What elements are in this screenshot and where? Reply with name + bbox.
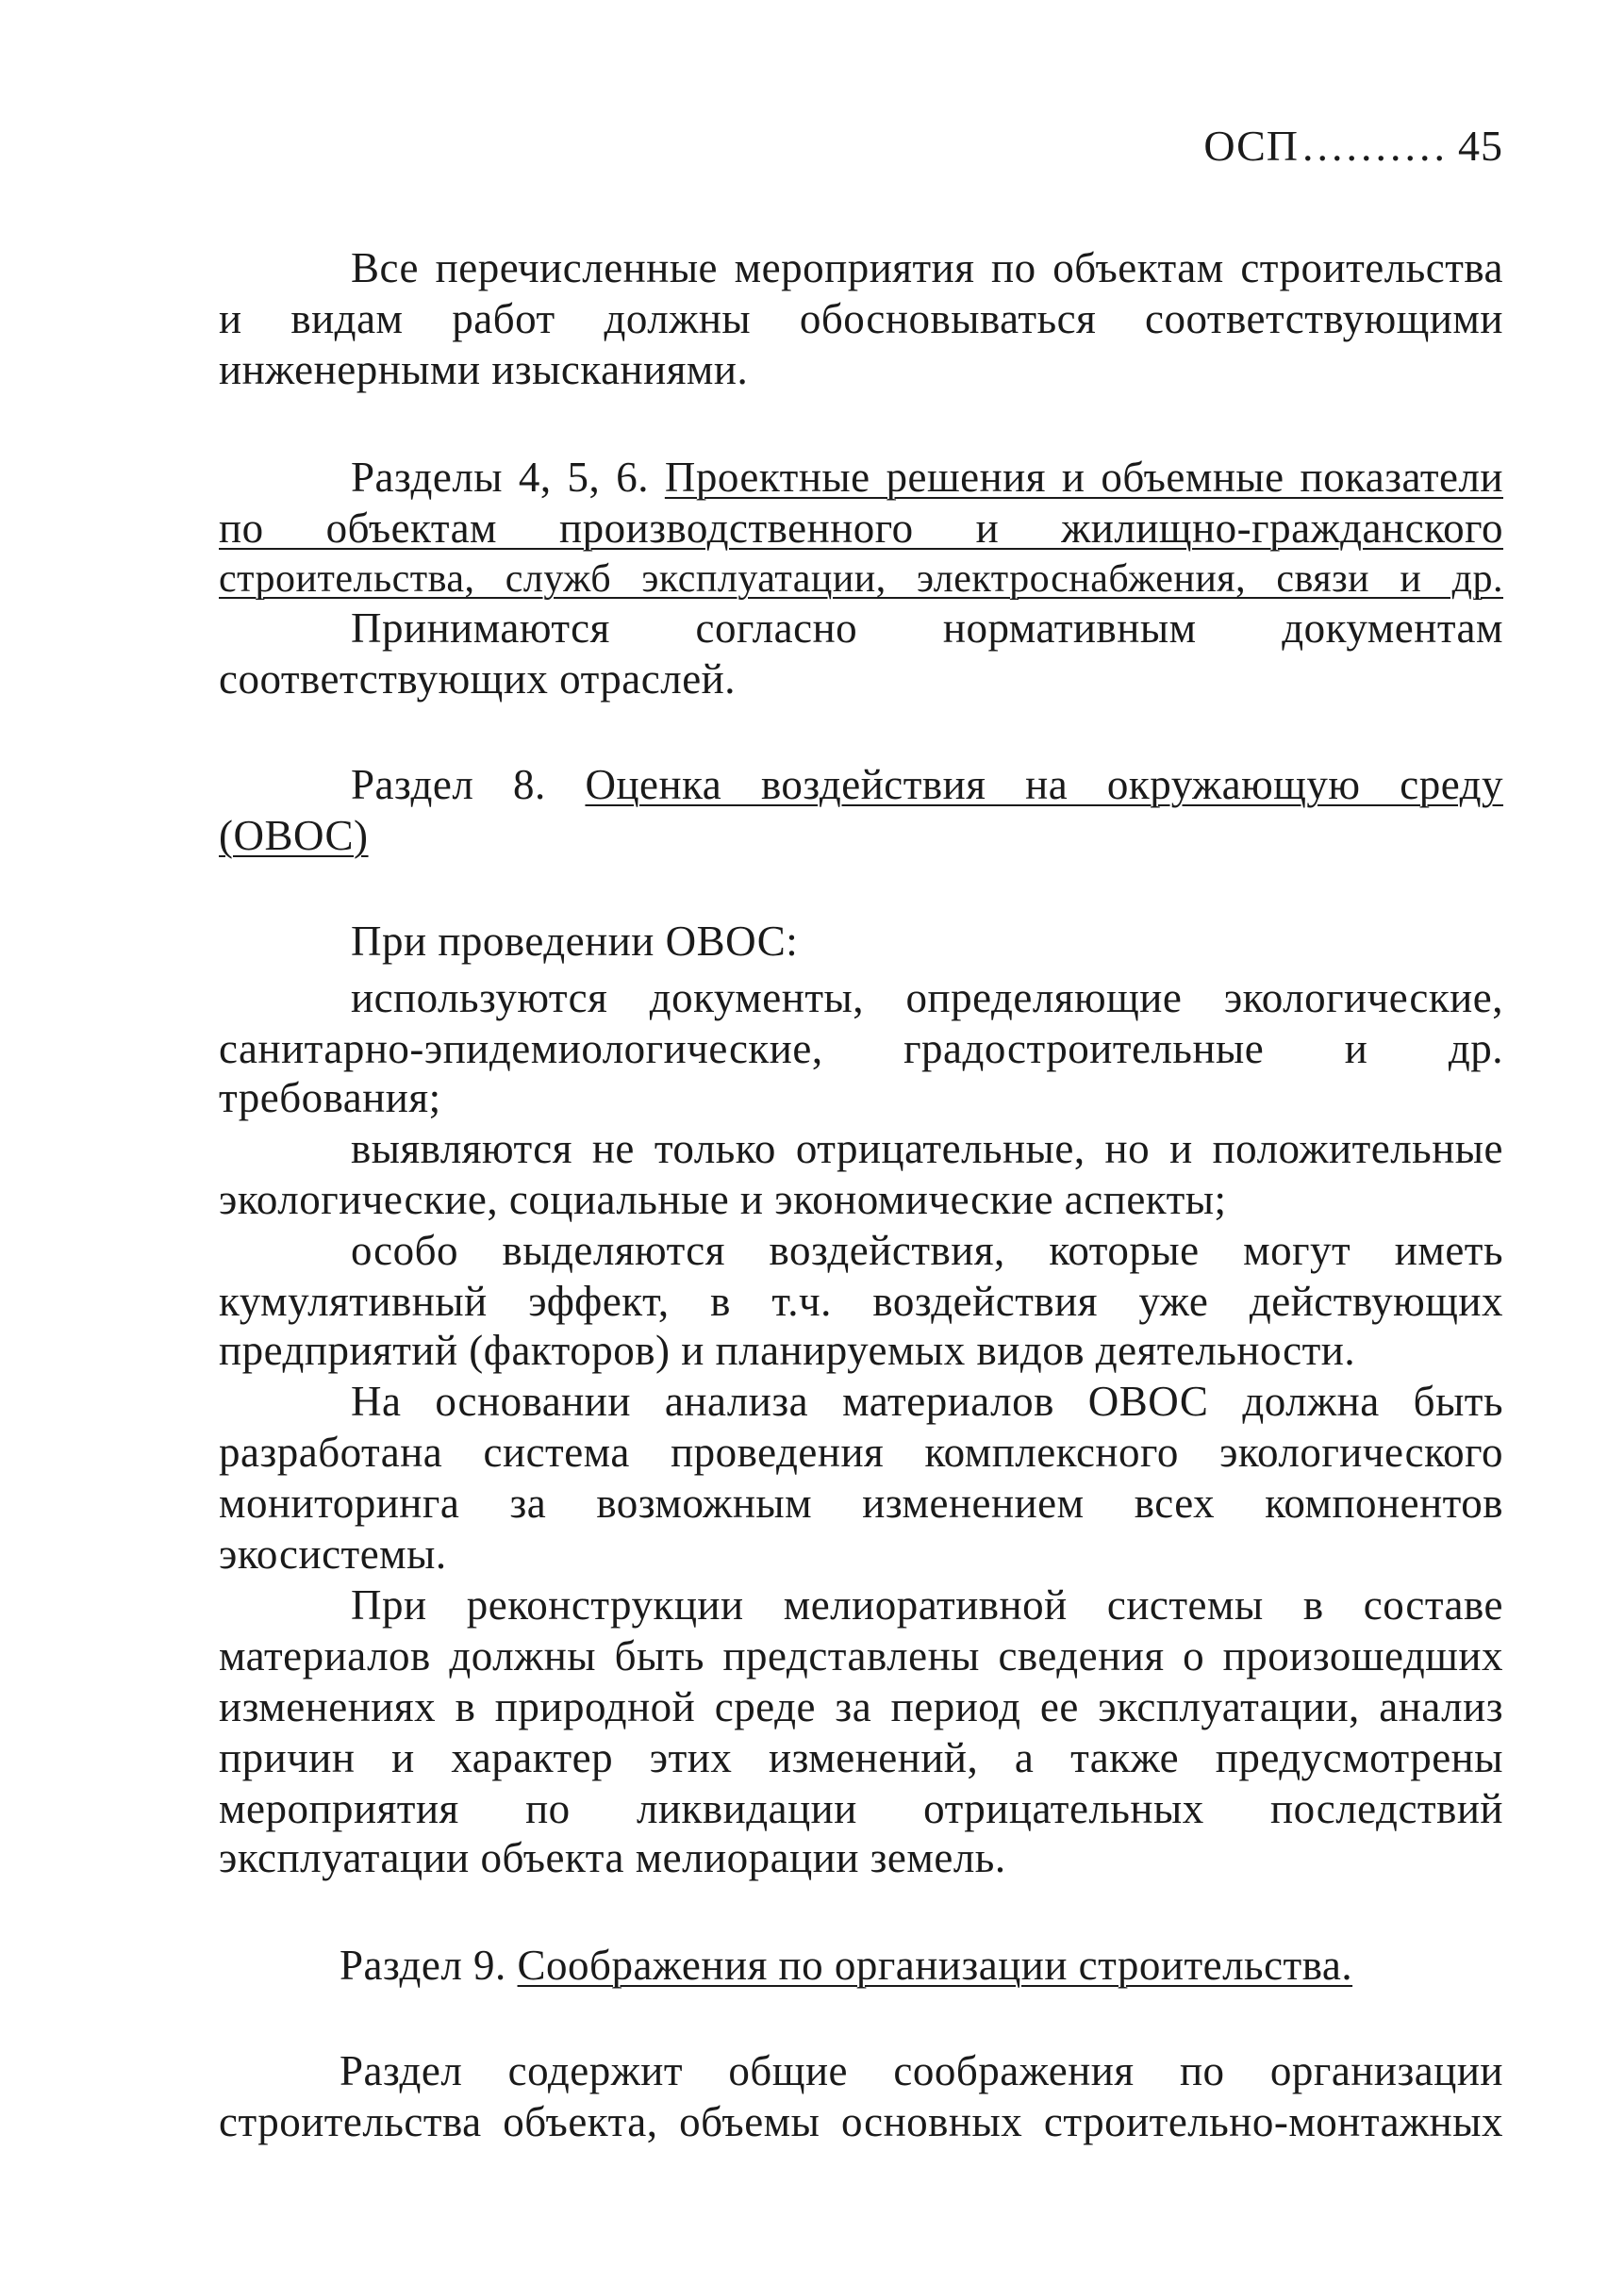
section8-line-13: При реконструкции мелиоративной системы в составе: [351, 1581, 1503, 1629]
para1-line-3: инженерными изысканиями.: [219, 346, 749, 393]
page-number: 45: [1458, 122, 1503, 170]
section8-intro: При проведении ОВОС:: [351, 918, 799, 965]
section8-heading-line-2: [219, 811, 1503, 860]
section8-line-8: предприятий (факторов) и планируемых видов деятельности.: [219, 1327, 1356, 1374]
section8-heading-line-1: [219, 760, 1503, 809]
section456-prefix: Разделы 4, 5, 6.: [351, 454, 649, 501]
section8-line-3: требования;: [219, 1074, 441, 1121]
section8-line-16: причин и характер этих изменений, а также предусмотрены: [219, 1734, 1503, 1781]
header-dots: ..........: [1302, 122, 1449, 170]
section8-line-15: изменениях в природной среде за период ее эксплуатации, анализ: [219, 1683, 1503, 1730]
section456-title-1: Проектные решения и объемные показатели: [664, 454, 1503, 501]
section8-line-4: выявляются не только отрицательные, но и положительные: [351, 1125, 1503, 1172]
section456-title-2: по объектам производственного и жилищно-гражданского: [219, 505, 1503, 552]
section8-line-1: используются документы, определяющие экологические,: [351, 974, 1503, 1021]
page-header: [1203, 121, 1503, 171]
section8-line-7: кумулятивный эффект, в т.ч. воздействия уже действующих: [219, 1278, 1503, 1325]
section8-line-18: эксплуатации объекта мелиорации земель.: [219, 1834, 1006, 1881]
para1-line-1: Все перечисленные мероприятия по объектам строительства: [351, 244, 1503, 291]
section8-line-14: материалов должны быть представлены сведения о произошедших: [219, 1632, 1503, 1679]
section456-body-1: Принимаются согласно нормативным документам: [351, 604, 1503, 652]
section8-title-1: Оценка воздействия на окружающую среду: [585, 761, 1503, 808]
section8-line-10: разработана система проведения комплексного экологического: [219, 1429, 1503, 1476]
section9-line-1: Раздел содержит общие соображения по организации: [340, 2047, 1503, 2094]
section8-line-5: экологические, социальные и экономические аспекты;: [219, 1176, 1227, 1223]
section8-line-17: мероприятия по ликвидации отрицательных последствий: [219, 1785, 1503, 1832]
section8-line-11: мониторинга за возможным изменением всех компонентов: [219, 1480, 1503, 1527]
section8-title-2: (ОВОС): [219, 812, 369, 859]
section8-prefix: Раздел 8.: [351, 761, 546, 808]
section456-heading-line-1: [219, 453, 1503, 502]
section9-line-2: строительства объекта, объемы основных строительно-монтажных: [219, 2098, 1503, 2145]
section8-line-6: особо выделяются воздействия, которые могут иметь: [351, 1227, 1503, 1274]
section8-line-12: экосистемы.: [219, 1530, 447, 1578]
section8-line-2: санитарно-эпидемиологические, градостроительные и др.: [219, 1025, 1503, 1072]
section456-body-2: соответствующих отраслей.: [219, 655, 736, 703]
section456-title-3: строительства, служб эксплуатации, электроснабжения, связи и др.: [219, 557, 1503, 601]
section9-prefix: Раздел 9.: [340, 1942, 506, 1989]
section8-line-9: На основании анализа материалов ОВОС должна быть: [351, 1378, 1503, 1425]
para1-line-2: и видам работ должны обосновываться соответствующими: [219, 295, 1503, 342]
section9-heading: [219, 1941, 1503, 1990]
section9-title: Соображения по организации строительства.: [517, 1942, 1353, 1989]
header-title: ОСП: [1203, 122, 1299, 170]
